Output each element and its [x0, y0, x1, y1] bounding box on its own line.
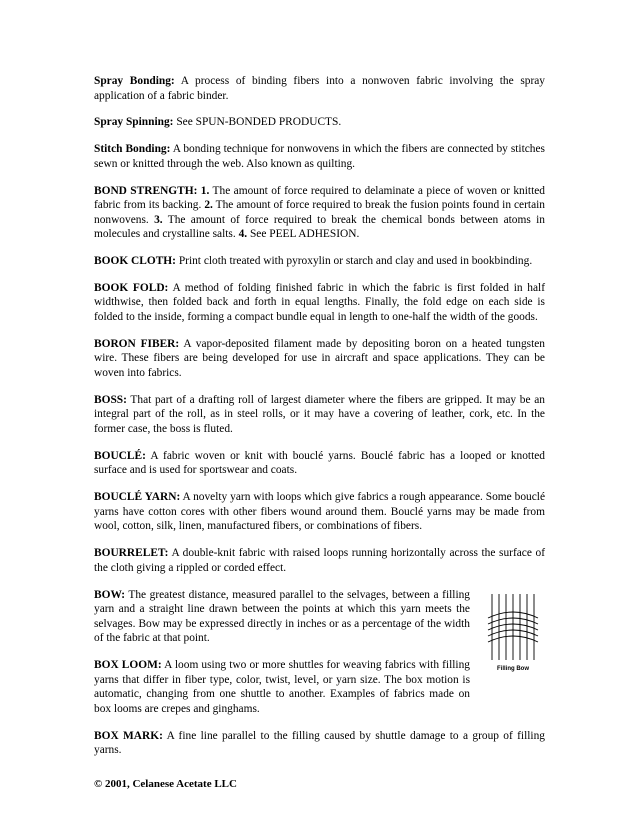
copyright-footer: © 2001, Celanese Acetate LLC: [94, 778, 237, 790]
entry-spray-bonding: [94, 74, 545, 103]
definition-number: 3.: [154, 213, 163, 226]
entry-box-mark: [94, 729, 545, 758]
entry-term: BOW:: [94, 588, 126, 601]
entry-boron-fiber: [94, 337, 545, 381]
bow-section: [94, 588, 545, 717]
entry-term: BOUCLÉ YARN:: [94, 491, 181, 504]
entry-term: BOX MARK:: [94, 729, 163, 742]
entry-bond-strength: [94, 184, 545, 242]
entry-bow: [94, 588, 470, 646]
entry-definition: A bonding technique for nonwovens in which the fibers are connected by stitches sewn or knitted through the web. Also known as quilting.: [94, 143, 545, 170]
entry-box-loom: [94, 658, 470, 716]
entry-definition: A double-knit fabric with raised loops running horizontally across the surface of the cloth giving a rippled or corded effect.: [94, 547, 545, 574]
entry-term: BOOK CLOTH:: [94, 255, 176, 268]
entry-definition: See PEEL ADHESION.: [247, 228, 360, 241]
entry-definition: The amount of force required to break the chemical bonds between atoms in molecules and crystalline salts.: [94, 213, 545, 241]
entry-definition: See SPUN-BONDED PRODUCTS.: [173, 116, 342, 129]
entry-term: BOOK FOLD:: [94, 281, 169, 294]
entry-stitch-bonding: [94, 142, 545, 171]
entry-definition: A fabric woven or knit with bouclé yarns. Bouclé fabric has a looped or knotted surface and is used for sportswear and coats.: [94, 449, 545, 477]
entry-definition: Print cloth treated with pyroxylin or starch and clay and used in bookbinding.: [175, 255, 533, 268]
entry-definition: The greatest distance, measured parallel to the selvages, between a filling yarn and a straight line drawn between the points at which this yarn meets the selvages. Bow may be expressed directly in inches or as a percentage of the width of the fabric at that point.: [94, 588, 470, 645]
entry-term: Stitch Bonding:: [94, 143, 171, 156]
filling-bow-figure: [482, 588, 544, 680]
entry-definition: The amount of force required to delaminate a piece of woven or knitted fabric from its backing.: [94, 184, 545, 212]
definition-number: 2.: [204, 199, 213, 212]
entry-definition: A novelty yarn with loops which give fabrics a rough appearance. Some bouclé yarns have cotton cores with other fibers wound around them. Bouclé yarns may be made from wool, cotton, silk, linen, manufactured fibers, or combinations of fibers.: [94, 491, 546, 533]
entry-term: BOSS:: [94, 393, 127, 406]
entry-definition: A loom using two or more shuttles for weaving fabrics with filling yarns that differ in fiber type, color, twist, level, or yarn size. The box motion is automatic, changing from one shuttle to another. Examples of fabrics made on box looms are crepes and ginghams.: [94, 659, 470, 715]
entry-definition: A vapor-deposited filament made by depositing boron on a heated tungsten wire. These fibers are being developed for use in aircraft and space applications. They can be woven into fabrics.: [94, 337, 545, 380]
entry-boucle-yarn: [94, 490, 545, 534]
figure-caption: Filling Bow: [497, 665, 529, 672]
definition-number: 1.: [197, 184, 210, 197]
entry-book-fold: [94, 281, 545, 325]
entry-book-cloth: [94, 254, 545, 269]
glossary-page: [94, 74, 545, 770]
entry-term: Spray Spinning:: [94, 116, 174, 129]
entry-definition: A fine line parallel to the filling caused by shuttle damage to a group of filling yarns.: [94, 729, 545, 757]
entry-term: BOUCLÉ:: [94, 449, 146, 462]
entry-spray-spinning: [94, 115, 545, 130]
entry-term: BOND STRENGTH:: [94, 184, 198, 197]
entry-definition: A method of folding finished fabric in which the fabric is first folded in half widthwise, then folded back and forth in equal lengths. Finally, the fold edge on each side is folded to the inside, forming a compact bundle equal in length to one-half the width of the goods.: [94, 281, 545, 324]
entry-definition: That part of a drafting roll of largest diameter where the fibers are gripped. It may be an integral part of the roll, as in steel rolls, or it may have a covering of leather, cork, etc. In the former case, the boss is fluted.: [94, 393, 545, 435]
entry-definition: A process of binding fibers into a nonwoven fabric involving the spray application of a fabric binder.: [94, 75, 545, 102]
entry-term: BOURRELET:: [94, 547, 169, 560]
entry-boss: [94, 393, 545, 437]
entry-definition: The amount of force required to break the fusion points found in certain nonwovens.: [94, 199, 545, 226]
entry-term: Spray Bonding:: [94, 75, 175, 87]
entry-term: BORON FIBER:: [94, 337, 180, 350]
entry-bourrelet: [94, 546, 545, 575]
entry-boucle: [94, 449, 545, 478]
definition-number: 4.: [238, 228, 248, 241]
filling-bow-illustration: [482, 588, 544, 666]
entry-term: BOX LOOM:: [94, 659, 162, 672]
